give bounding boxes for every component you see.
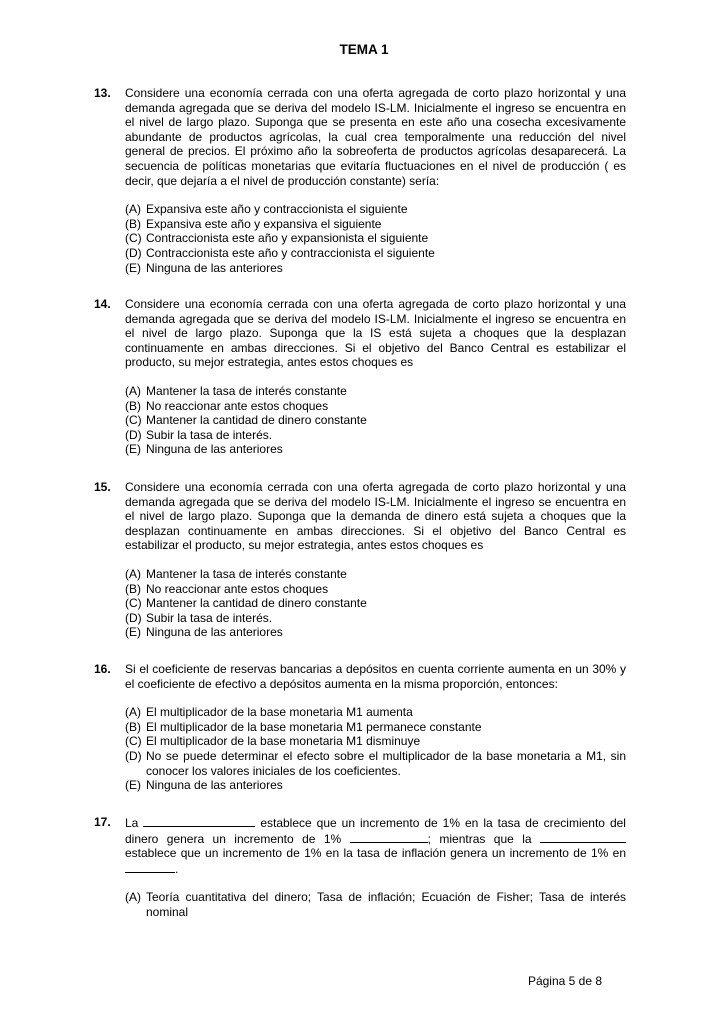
option-c[interactable] (125, 231, 626, 246)
option-letter: (A) (125, 202, 141, 217)
option-text: Mantener la tasa de interés constante (146, 566, 347, 581)
question-13 (94, 86, 626, 275)
option-letter: (B) (125, 581, 141, 596)
page-number: Página 5 de 8 (527, 974, 602, 988)
option-letter: (E) (125, 625, 141, 640)
option-text: Ninguna de las anteriores (146, 442, 283, 457)
text-segment: . (175, 861, 179, 876)
option-d[interactable] (125, 749, 626, 778)
question-15 (94, 480, 626, 640)
option-c[interactable] (125, 596, 626, 611)
option-c[interactable] (125, 734, 626, 749)
fill-blank[interactable] (540, 831, 626, 843)
question-number: 14. (94, 297, 111, 311)
option-a[interactable] (125, 384, 626, 399)
page-title: TEMA 1 (339, 42, 389, 57)
option-text: No se puede determinar el efecto sobre el multiplicador de la base monetaria a M1, sin conocer los valores iniciales de los coeficientes. (146, 748, 626, 778)
fill-blank[interactable] (143, 815, 255, 827)
option-e[interactable] (125, 261, 626, 276)
option-letter: (A) (125, 566, 141, 581)
option-text: No reaccionar ante estos choques (146, 581, 329, 596)
option-text: Teoría cuantitativa del dinero; Tasa de inflación; Ecuación de Fisher; Tasa de interés nominal (146, 890, 626, 919)
option-d[interactable] (125, 246, 626, 261)
option-letter: (C) (125, 413, 142, 428)
option-letter: (C) (125, 231, 142, 246)
option-letter: (D) (125, 245, 142, 260)
option-text: Mantener la tasa de interés constante (146, 383, 347, 398)
option-letter: (E) (125, 778, 141, 793)
question-16 (94, 662, 626, 793)
text-segment: establece que un incremento de 1% en la tasa de inflación genera un incremento de 1% en (125, 846, 626, 861)
option-letter: (D) (125, 427, 142, 442)
option-a[interactable] (125, 705, 626, 720)
options-list (125, 567, 626, 640)
question-text: Considere una economía cerrada con una oferta agregada de corto plazo horizontal y una demanda agregada que se deriva del modelo IS-LM. Inicialmente el ingreso se encuentra en el nivel de largo plazo. Suponga que la demanda de dinero está sujeta a choques que la desplazan continuamente en ambas direcciones. Si el objetivo del Banco Central es estabilizar el producto, su mejor estrategia, antes estos choques es (125, 480, 626, 553)
question-number: 15. (94, 480, 111, 494)
option-e[interactable] (125, 442, 626, 457)
question-text (125, 815, 626, 876)
option-b[interactable] (125, 582, 626, 597)
option-text: Ninguna de las anteriores (146, 778, 283, 793)
text-segment: establece que un incremento de 1% en la tasa de crecimiento del dinero genera un incremento de 1% (125, 816, 626, 846)
question-14 (94, 297, 626, 457)
option-a[interactable] (125, 890, 626, 919)
option-d[interactable] (125, 611, 626, 626)
options-list (125, 890, 626, 919)
option-letter: (A) (125, 890, 141, 905)
question-number: 17. (94, 815, 111, 829)
options-list (125, 384, 626, 457)
option-letter: (C) (125, 734, 142, 749)
option-b[interactable] (125, 720, 626, 735)
option-text: Contraccionista este año y expansionista el siguiente (146, 231, 429, 246)
option-letter: (A) (125, 705, 141, 720)
option-b[interactable] (125, 217, 626, 232)
question-number: 13. (94, 86, 111, 100)
option-e[interactable] (125, 778, 626, 793)
text-segment: La (125, 816, 139, 830)
question-text: Si el coeficiente de reservas bancarias a depósitos en cuenta corriente aumenta en un 30% y el coeficiente de efectivo a depósitos aumenta en la misma proporción, entonces: (125, 662, 626, 691)
option-text: Contraccionista este año y contraccionista el siguiente (146, 245, 435, 260)
option-c[interactable] (125, 413, 626, 428)
options-list (125, 202, 626, 275)
question-17 (94, 815, 626, 920)
option-text: Mantener la cantidad de dinero constante (146, 413, 367, 428)
fill-blank[interactable] (125, 861, 175, 873)
option-letter: (E) (125, 260, 141, 275)
option-letter: (E) (125, 442, 141, 457)
question-number: 16. (94, 662, 111, 676)
option-letter: (C) (125, 596, 142, 611)
option-d[interactable] (125, 428, 626, 443)
option-letter: (D) (125, 610, 142, 625)
option-text: El multiplicador de la base monetaria M1 permanece constante (146, 719, 482, 734)
option-text: No reaccionar ante estos choques (146, 398, 329, 413)
option-text: El multiplicador de la base monetaria M1 aumenta (146, 705, 413, 720)
question-text: Considere una economía cerrada con una oferta agregada de corto plazo horizontal y una demanda agregada que se deriva del modelo IS-LM. Inicialmente el ingreso se encuentra en el nivel de largo plazo. Suponga que se presenta en este año una cosecha excesivamente abundante de productos agrícolas, la cual crea temporalmente una reducción del nivel general de precios. El próximo año la sobreoferta de productos agrícolas desaparecerá. La secuencia de políticas monetarias que evitaría fluctuaciones en el nivel de producción ( es decir, que dejaría a el nivel de producción constante) sería: (125, 86, 626, 188)
option-e[interactable] (125, 625, 626, 640)
option-text: Ninguna de las anteriores (146, 260, 283, 275)
option-text: Expansiva este año y expansiva el siguiente (146, 216, 382, 231)
option-text: Subir la tasa de interés. (146, 427, 273, 442)
fill-blank[interactable] (350, 831, 428, 843)
option-text: Mantener la cantidad de dinero constante (146, 596, 367, 611)
option-a[interactable] (125, 202, 626, 217)
option-text: Ninguna de las anteriores (146, 625, 283, 640)
options-list (125, 705, 626, 793)
option-a[interactable] (125, 567, 626, 582)
question-text: Considere una economía cerrada con una oferta agregada de corto plazo horizontal y una demanda agregada que se deriva del modelo IS-LM. Inicialmente el ingreso se encuentra en el nivel de largo plazo. Suponga que la IS está sujeta a choques que la desplazan continuamente en ambas direcciones. Si el objetivo del Banco Central es estabilizar el producto, su mejor estrategia, antes estos choques es (125, 297, 626, 370)
option-text: El multiplicador de la base monetaria M1 disminuye (146, 734, 421, 749)
option-letter: (B) (125, 719, 141, 734)
text-segment: ; mientras que la (427, 831, 532, 846)
option-b[interactable] (125, 399, 626, 414)
option-letter: (B) (125, 398, 141, 413)
option-letter: (A) (125, 383, 141, 398)
option-letter: (B) (125, 216, 141, 231)
option-text: Expansiva este año y contraccionista el siguiente (146, 202, 408, 217)
option-letter: (D) (125, 748, 142, 763)
option-text: Subir la tasa de interés. (146, 610, 273, 625)
